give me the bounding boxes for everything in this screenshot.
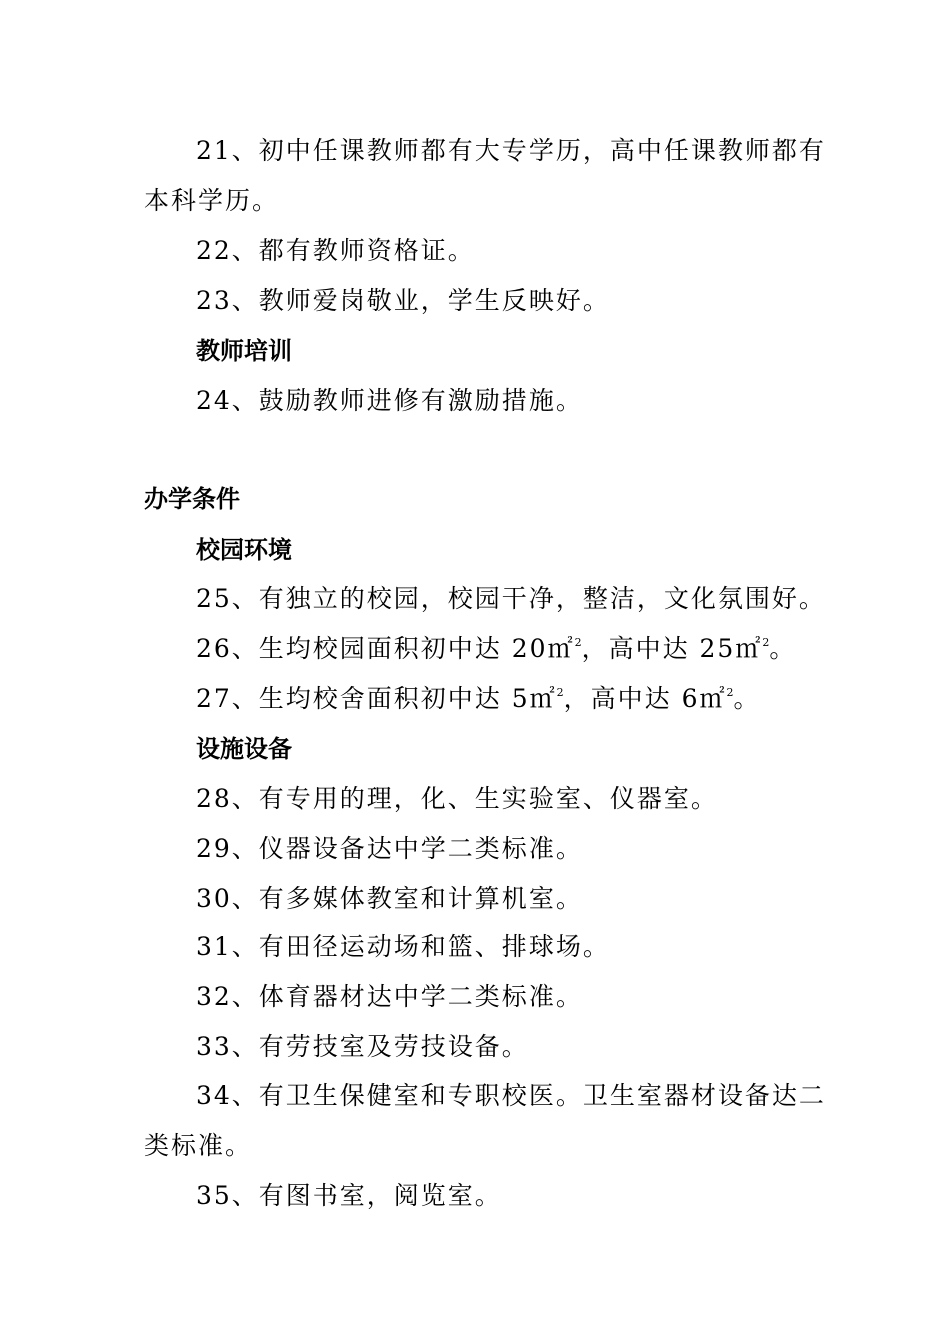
- item-32: 32、体育器材达中学二类标准。: [196, 982, 583, 1011]
- item-28: 28、有专用的理，化、生实验室、仪器室。: [196, 784, 718, 813]
- item-33: 33、有劳技室及劳技设备。: [196, 1032, 529, 1061]
- item-30: 30、有多媒体教室和计算机室。: [196, 884, 583, 913]
- subheading-facilities-equipment: 设施设备: [196, 735, 292, 763]
- superscript: 2: [574, 636, 582, 649]
- item-21-line-1: 21、初中任课教师都有大专学历，高中任课教师都有: [196, 136, 826, 165]
- item-34-line-2: 类标准。: [144, 1131, 253, 1160]
- item-23: 23、教师爱岗敬业，学生反映好。: [196, 286, 610, 315]
- item-26: [196, 634, 796, 664]
- item-31: 31、有田径运动场和篮、排球场。: [196, 932, 610, 961]
- item-21-line-2: 本科学历。: [144, 186, 280, 215]
- item-35: 35、有图书室，阅览室。: [196, 1181, 502, 1210]
- superscript: 2: [762, 636, 770, 649]
- item-26-part-b: ，高中达 25㎡: [581, 634, 763, 663]
- item-22: 22、都有教师资格证。: [196, 236, 475, 265]
- superscript: 2: [556, 686, 564, 699]
- item-27-part-b: ，高中达 6㎡: [563, 684, 727, 713]
- subheading-campus-environment: 校园环境: [196, 536, 292, 564]
- item-27: [196, 684, 761, 714]
- item-29: 29、仪器设备达中学二类标准。: [196, 834, 583, 863]
- subheading-teacher-training: 教师培训: [196, 337, 292, 365]
- item-27-part-a: 27、生均校舍面积初中达 5㎡: [196, 684, 557, 713]
- item-26-part-c: 。: [769, 634, 797, 663]
- section-heading-school-conditions: 办学条件: [144, 485, 240, 513]
- item-27-part-c: 。: [733, 684, 761, 713]
- item-34-line-1: 34、有卫生保健室和专职校医。卫生室器材设备达二: [196, 1081, 826, 1110]
- item-24: 24、鼓励教师进修有激励措施。: [196, 386, 583, 415]
- superscript: 2: [726, 686, 734, 699]
- item-26-part-a: 26、生均校园面积初中达 20㎡: [196, 634, 575, 663]
- item-25: 25、有独立的校园，校园干净，整洁，文化氛围好。: [196, 584, 826, 613]
